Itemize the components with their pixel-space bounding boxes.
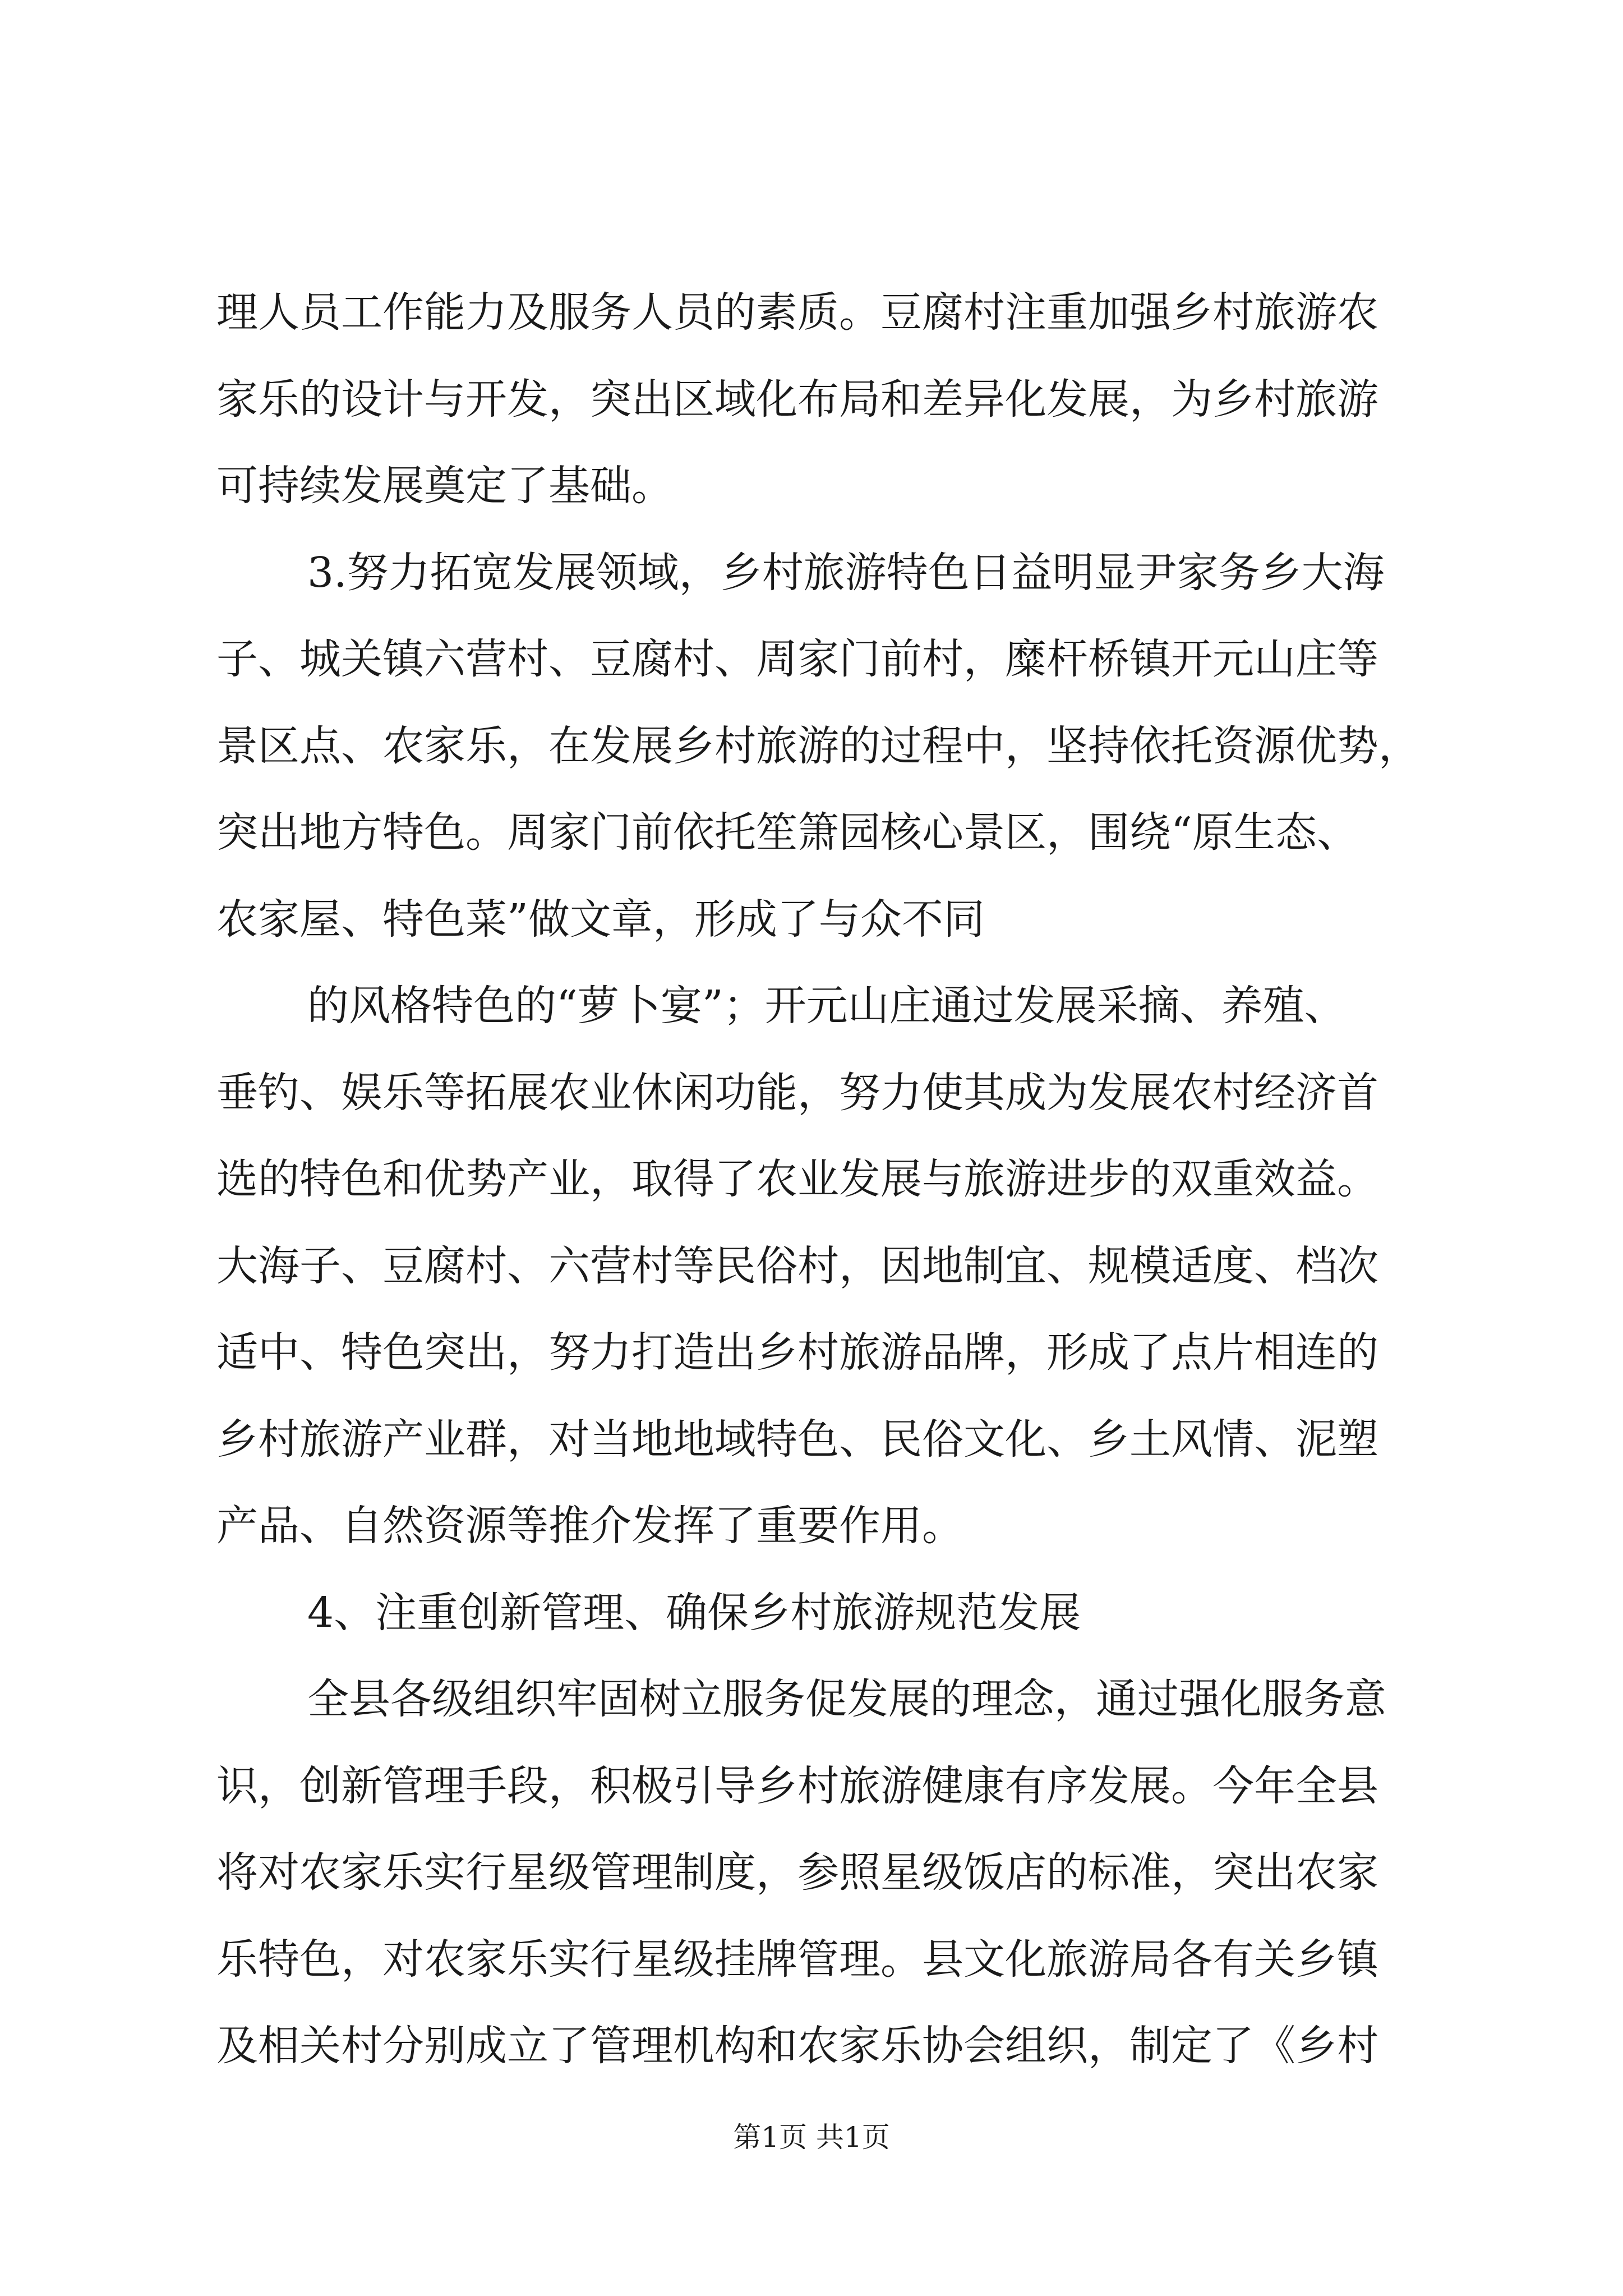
- text-line: 农家屋、特色菜”做文章，形成了与众不同: [216, 895, 985, 944]
- text-line: 的风格特色的“萝卜宴”；开元山庄通过发展采摘、养殖、: [307, 982, 1346, 1030]
- text-line: 乐特色，对农家乐实行星级挂牌管理。县文化旅游局各有关乡镇: [216, 1935, 1378, 1984]
- text-line: 景区点、农家乐，在发展乡村旅游的过程中，坚持依托资源优势，: [216, 722, 1420, 770]
- text-line: 垂钓、娱乐等拓展农业休闲功能，努力使其成为发展农村经济首: [216, 1069, 1378, 1117]
- section-heading: 4、注重创新管理、确保乡村旅游规范发展: [307, 1589, 1081, 1637]
- text-line: 3.努力拓宽发展领域，乡村旅游特色日益明显尹家务乡大海: [307, 549, 1385, 597]
- page-footer: 第1页 共1页: [733, 2121, 890, 2154]
- text-line: 乡村旅游产业群，对当地地域特色、民俗文化、乡土风情、泥塑: [216, 1415, 1378, 1464]
- text-line: 适中、特色突出，努力打造出乡村旅游品牌，形成了点片相连的: [216, 1328, 1378, 1377]
- text-line: 识，创新管理手段，积极引导乡村旅游健康有序发展。今年全县: [216, 1762, 1378, 1810]
- text-line: 可持续发展奠定了基础。: [216, 462, 673, 510]
- text-line: 全县各级组织牢固树立服务促发展的理念，通过强化服务意: [307, 1675, 1386, 1723]
- text-line: 及相关村分别成立了管理机构和农家乐协会组织，制定了《乡村: [216, 2022, 1378, 2070]
- text-line: 大海子、豆腐村、六营村等民俗村，因地制宜、规模适度、档次: [216, 1242, 1378, 1290]
- text-line: 家乐的设计与开发，突出区域化布局和差异化发展，为乡村旅游: [216, 375, 1378, 424]
- text-line: 产品、自然资源等推介发挥了重要作用。: [216, 1502, 963, 1550]
- text-line: 理人员工作能力及服务人员的素质。豆腐村注重加强乡村旅游农: [216, 288, 1378, 337]
- text-line: 突出地方特色。周家门前依托笙箫园核心景区，围绕“原生态、: [216, 808, 1358, 857]
- text-line: 选的特色和优势产业，取得了农业发展与旅游进步的双重效益。: [216, 1155, 1378, 1203]
- text-line: 将对农家乐实行星级管理制度，参照星级饭店的标准，突出农家: [216, 1848, 1378, 1897]
- text-line: 子、城关镇六营村、豆腐村、周家门前村，糜杆桥镇开元山庄等: [216, 635, 1378, 683]
